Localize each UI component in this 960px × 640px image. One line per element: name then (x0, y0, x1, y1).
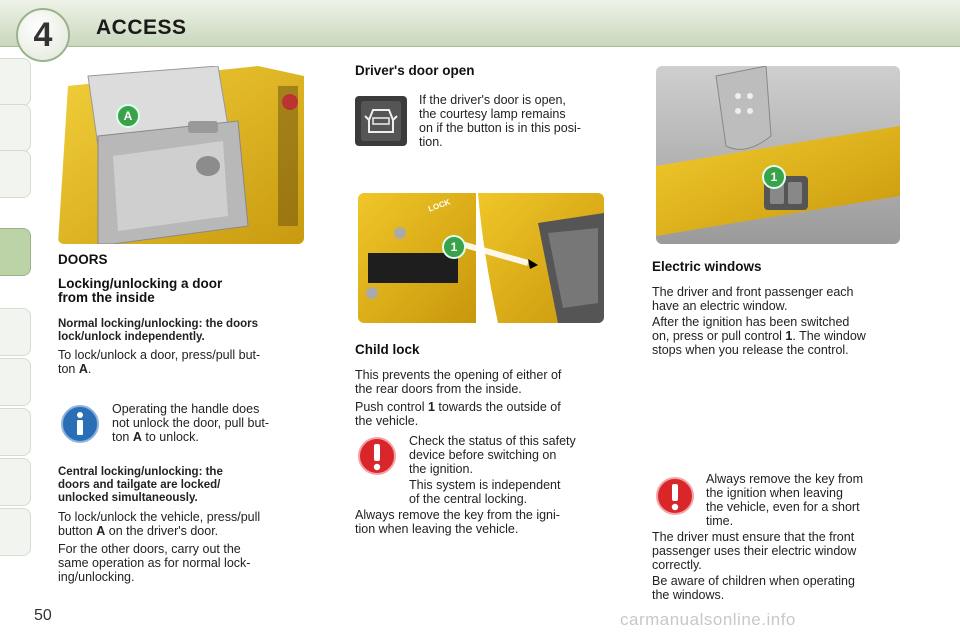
info-note-line1: Operating the handle does (112, 402, 260, 416)
always-remove-key-line1: Always remove the key from the igni- (355, 508, 560, 522)
central-locking-bold-line3: unlocked simultaneously. (58, 492, 198, 504)
central-locking-text-line1: To lock/unlock the vehicle, press/pull (58, 510, 261, 524)
push-control-line2: the vehicle. (355, 414, 419, 428)
drivers-door-line2: the courtesy lamp remains (419, 107, 566, 121)
electric-windows-line1: The driver and front passenger each (652, 285, 854, 299)
central-locking-text-line2 (58, 524, 218, 538)
child-lock-line2: the rear doors from the inside. (355, 382, 522, 396)
electric-windows-line2: have an electric window. (652, 299, 788, 313)
text-span: to unlock. (145, 430, 199, 444)
electric-windows-line5: stops when you release the control. (652, 343, 849, 357)
chapter-tabs (0, 58, 34, 578)
central-locking-bold-line2: doors and tailgate are locked/ (58, 479, 221, 491)
chapter-tab-6[interactable] (0, 358, 31, 406)
bold-span: A (132, 430, 142, 444)
callout-a: A (116, 104, 140, 128)
window-warning-line3: the vehicle, even for a short (706, 500, 860, 514)
push-control-line1 (355, 400, 561, 414)
driver-ensure-line2: passenger uses their electric window (652, 544, 857, 558)
window-warning-line2: the ignition when leaving (706, 486, 843, 500)
warning-icon (655, 476, 695, 516)
normal-locking-bold-line2: lock/unlock independently. (58, 331, 205, 343)
window-warning-line4: time. (706, 514, 734, 528)
drivers-door-open-heading: Driver's door open (355, 63, 475, 78)
drivers-door-line3: on if the button is in this posi- (419, 121, 581, 135)
other-doors-line3: ing/unlocking. (58, 570, 135, 584)
always-remove-key-line2: tion when leaving the vehicle. (355, 522, 519, 536)
child-warning-line1: Check the status of this safety (409, 434, 576, 448)
info-note-line2: not unlock the door, pull but- (112, 416, 270, 430)
lock-label: LOCK (427, 197, 452, 214)
electric-windows-line4 (652, 329, 866, 343)
text-span: ton (58, 362, 76, 376)
normal-locking-bold-line1: Normal locking/unlocking: the doors (58, 318, 258, 330)
child-lock-illustration (358, 193, 604, 323)
bold-span: 1 (785, 329, 793, 343)
electric-windows-heading: Electric windows (652, 259, 762, 274)
text-span: Push control (355, 400, 425, 414)
watermark: carmanualsonline.info (620, 610, 796, 629)
chapter-tab-4-active[interactable] (0, 228, 31, 276)
doors-heading: DOORS (58, 252, 108, 267)
window-switch-illustration (656, 66, 900, 244)
child-warning-line3: the ignition. (409, 462, 473, 476)
chapter-tab-1[interactable] (0, 58, 31, 106)
chapter-tab-2[interactable] (0, 104, 31, 152)
normal-locking-text-line2 (58, 362, 91, 376)
aware-children-line2: the windows. (652, 588, 725, 602)
text-span: on, press or pull control (652, 329, 782, 343)
bold-span: 1 (427, 400, 435, 414)
child-lock-line1: This prevents the opening of either of (355, 368, 562, 382)
chapter-number-badge: 4 (16, 8, 70, 62)
info-icon (60, 404, 100, 444)
central-locking-bold-line1: Central locking/unlocking: the (58, 466, 223, 478)
info-note-line3 (112, 430, 199, 444)
warning-icon (357, 436, 397, 476)
driver-ensure-line1: The driver must ensure that the front (652, 530, 855, 544)
callout-1-child-lock: 1 (442, 235, 466, 259)
driver-ensure-line3: correctly. (652, 558, 702, 572)
drivers-door-line1: If the driver's door is open, (419, 93, 566, 107)
callout-1-window: 1 (762, 165, 786, 189)
text-span: towards the outside of (438, 400, 561, 414)
text-span: . (87, 362, 92, 376)
text-span: . The window (792, 329, 866, 343)
drivers-door-line4: tion. (419, 135, 443, 149)
chapter-tab-8[interactable] (0, 458, 31, 506)
other-doors-line1: For the other doors, carry out the (58, 542, 241, 556)
other-doors-line2: same operation as for normal lock- (58, 556, 251, 570)
child-lock-heading: Child lock (355, 342, 420, 357)
child-warning-line2: device before switching on (409, 448, 557, 462)
text-span: ton (112, 430, 130, 444)
door-interior-illustration (58, 66, 304, 244)
locking-heading-line2: from the inside (58, 290, 155, 305)
chapter-tab-3[interactable] (0, 150, 31, 198)
page-title: ACCESS (96, 16, 187, 39)
text-span: button (58, 524, 93, 538)
chapter-tab-7[interactable] (0, 408, 31, 456)
bold-span: A (78, 362, 88, 376)
text-span: on the driver's door. (108, 524, 219, 538)
locking-heading-line1: Locking/unlocking a door (58, 276, 223, 291)
chapter-tab-5[interactable] (0, 308, 31, 356)
bold-span: A (96, 524, 106, 538)
child-warning-line4: This system is independent (409, 478, 561, 492)
child-warning-line5: of the central locking. (409, 492, 528, 506)
electric-windows-line3: After the ignition has been switched (652, 315, 850, 329)
chapter-tab-9[interactable] (0, 508, 31, 556)
window-warning-line1: Always remove the key from (706, 472, 863, 486)
courtesy-lamp-button-icon (355, 96, 407, 146)
aware-children-line1: Be aware of children when operating (652, 574, 855, 588)
normal-locking-text-line1: To lock/unlock a door, press/pull but- (58, 348, 261, 362)
page-number: 50 (34, 607, 52, 624)
